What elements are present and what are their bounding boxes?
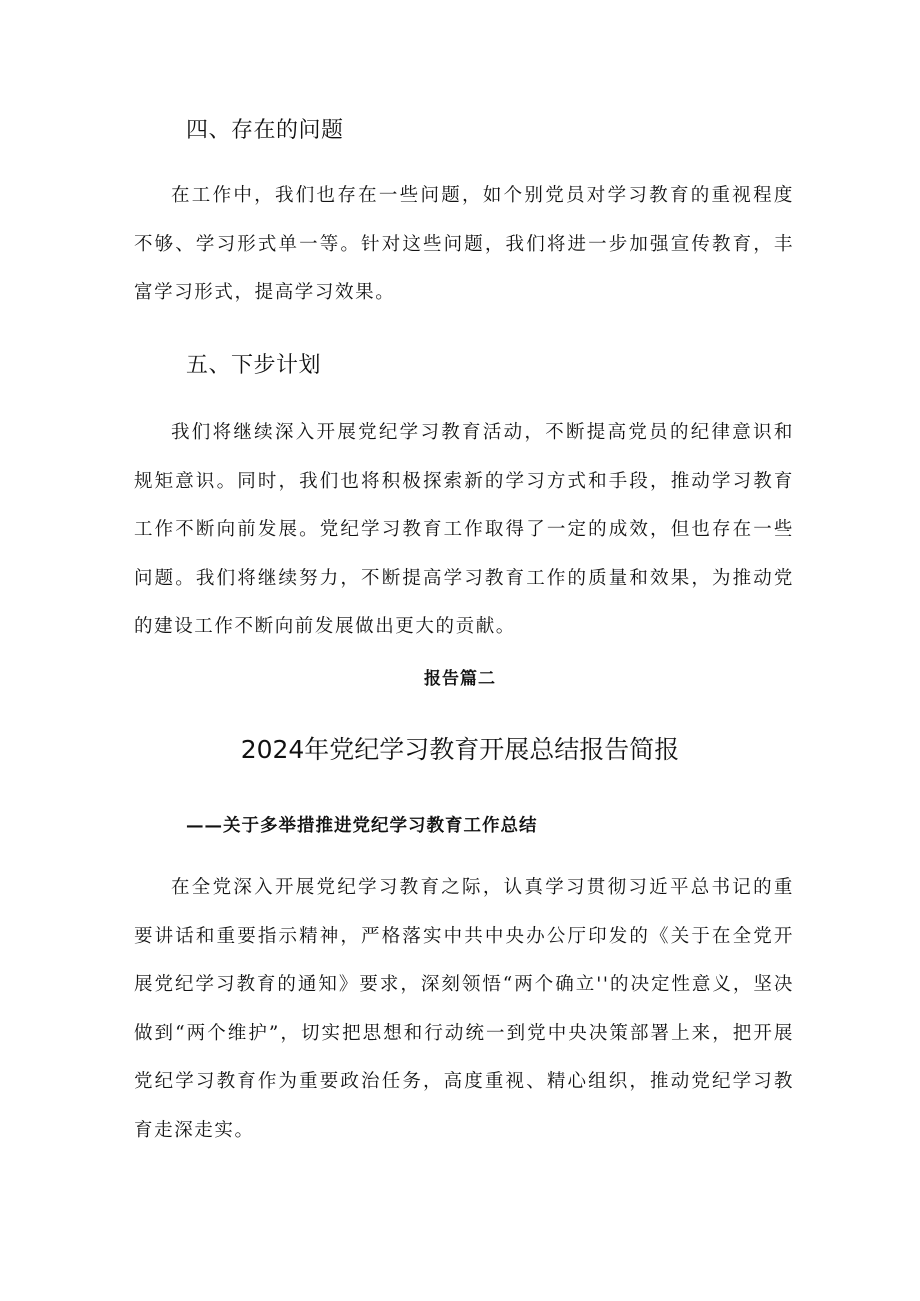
section-4-body: 在工作中，我们也存在一些问题，如个别党员对学习教育的重视程度不够、学习形式单一等。针对这些问题，我们将进一步加强宣传教育，丰富学习形式，提高学习效果。 (134, 185, 794, 303)
report-2-subtitle: ——关于多举措推进党纪学习教育工作总结 (186, 816, 538, 836)
report-2-body: 在全党深入开展党纪学习教育之际，认真学习贯彻习近平总书记的重要讲话和重要指示精神，严格落实中共中央办公厅印发的《关于在全党开展党纪学习教育的通知》要求，深刻领悟“两个确立''的决定性意义，坚决做到“两个维护”，切实把思想和行动统一到党中央决策部署上来，把开展党纪学习教育作为重要政治任务，高度重视、精心组织，推动党纪学习教育走深走实。 (134, 877, 794, 1141)
section-5-body: 我们将继续深入开展党纪学习教育活动，不断提高党员的纪律意识和规矩意识。同时，我们也将积极探索新的学习方式和手段，推动学习教育工作不断向前发展。党纪学习教育工作取得了一定的成效，但也存在一些问题。我们将继续努力，不断提高学习教育工作的质量和效果，为推动党的建设工作不断向前发展做出更大的贡献。 (134, 422, 794, 637)
section-4-heading: 四、存在的问题 (186, 118, 344, 143)
report-2-label: 报告篇二 (424, 669, 496, 689)
report-2-title: 2024年党纪学习教育开展总结报告简报 (240, 735, 680, 764)
section-5-heading: 五、下步计划 (186, 353, 322, 378)
